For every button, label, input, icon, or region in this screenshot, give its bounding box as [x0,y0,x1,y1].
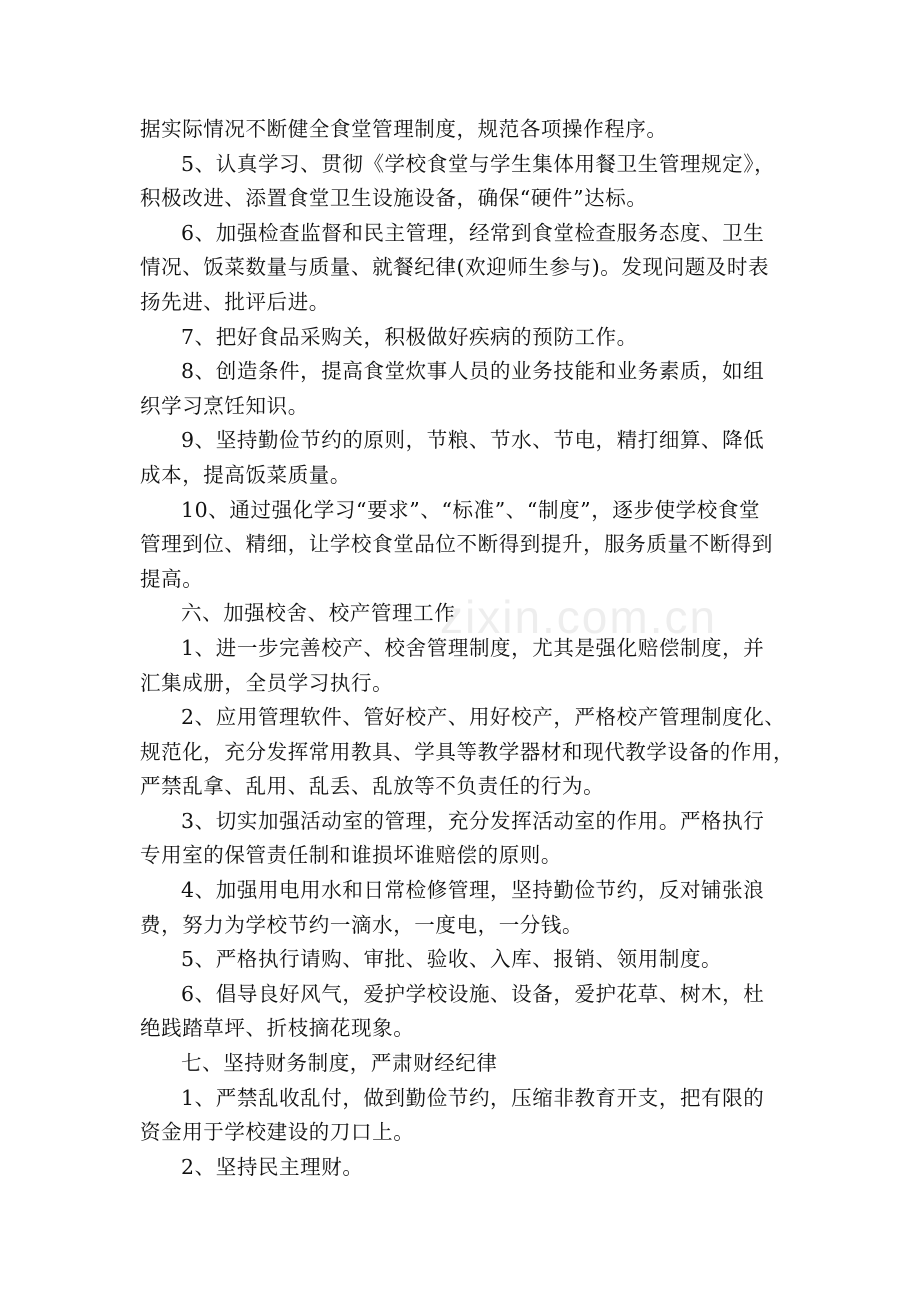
text-line: 7、把好食品采购关，积极做好疾病的预防工作。 [181,324,638,349]
document-body [140,112,795,1184]
text-line: 情况、饭菜数量与质量、就餐纪律(欢迎师生参与)。发现问题及时表 [140,255,770,280]
text-line: 成本，提高饭菜质量。 [140,462,351,487]
text-line: 七、坚持财务制度，严肃财经纪律 [181,1051,498,1076]
text-line: 六、加强校舍、校产管理工作 [181,601,456,626]
text-line: 织学习烹饪知识。 [140,393,309,418]
text-line: 提高。 [140,566,204,591]
text-line: 专用室的保管责任制和谁损坏谁赔偿的原则。 [140,843,562,868]
text-line: 4、加强用电用水和日常检修管理，坚持勤俭节约，反对铺张浪 [181,878,765,903]
text-line: 1、严禁乱收乱付，做到勤俭节约，压缩非教育开支，把有限的 [181,1085,765,1110]
text-line: 6、倡导良好风气，爱护学校设施、设备，爱护花草、树木，杜 [181,981,765,1006]
text-line: 汇集成册，全员学习执行。 [140,670,394,695]
text-line: 管理到位、精细，让学校食堂品位不断得到提升，服务质量不断得到 [140,532,773,557]
text-line: 2、应用管理软件、管好校产、用好校产，严格校产管理制度化、 [181,705,786,730]
text-line: 积极改进、添置食堂卫生设施设备，确保“硬件”达标。 [140,186,648,211]
text-line: 规范化，充分发挥常用教具、学具等教学器材和现代教学设备的作用， [140,739,795,764]
text-line: 费，努力为学校节约一滴水，一度电，一分钱。 [140,912,584,937]
watermark: zixin.com.cn [440,591,718,643]
text-line: 1、进一步完善校产、校舍管理制度，尤其是强化赔偿制度，并 [181,635,765,660]
text-line: 10、通过强化学习“要求”、“标准”、“制度”，逐步使学校食堂 [181,497,761,522]
text-line: 资金用于学校建设的刀口上。 [140,1120,415,1145]
text-line: 9、坚持勤俭节约的原则，节粮、节水、节电，精打细算、降低 [181,428,765,453]
text-line: 3、切实加强活动室的管理，充分发挥活动室的作用。严格执行 [181,808,765,833]
text-line: 5、认真学习、贯彻《学校食堂与学生集体用餐卫生管理规定》， [181,151,776,176]
text-line: 8、创造条件，提高食堂炊事人员的业务技能和业务素质，如组 [181,359,765,384]
text-line: 5、严格执行请购、审批、验收、入库、报销、领用制度。 [181,947,723,972]
text-line: 据实际情况不断健全食堂管理制度，规范各项操作程序。 [140,117,668,141]
text-line: 绝践踏草坪、折枝摘花现象。 [140,1016,415,1041]
text-line: 严禁乱拿、乱用、乱丢、乱放等不负责任的行为。 [140,774,605,799]
text-line: 扬先进、批评后进。 [140,289,330,314]
text-line: 6、加强检查监督和民主管理，经常到食堂检查服务态度、卫生 [181,220,765,245]
text-line: 2、坚持民主理财。 [181,1154,364,1179]
